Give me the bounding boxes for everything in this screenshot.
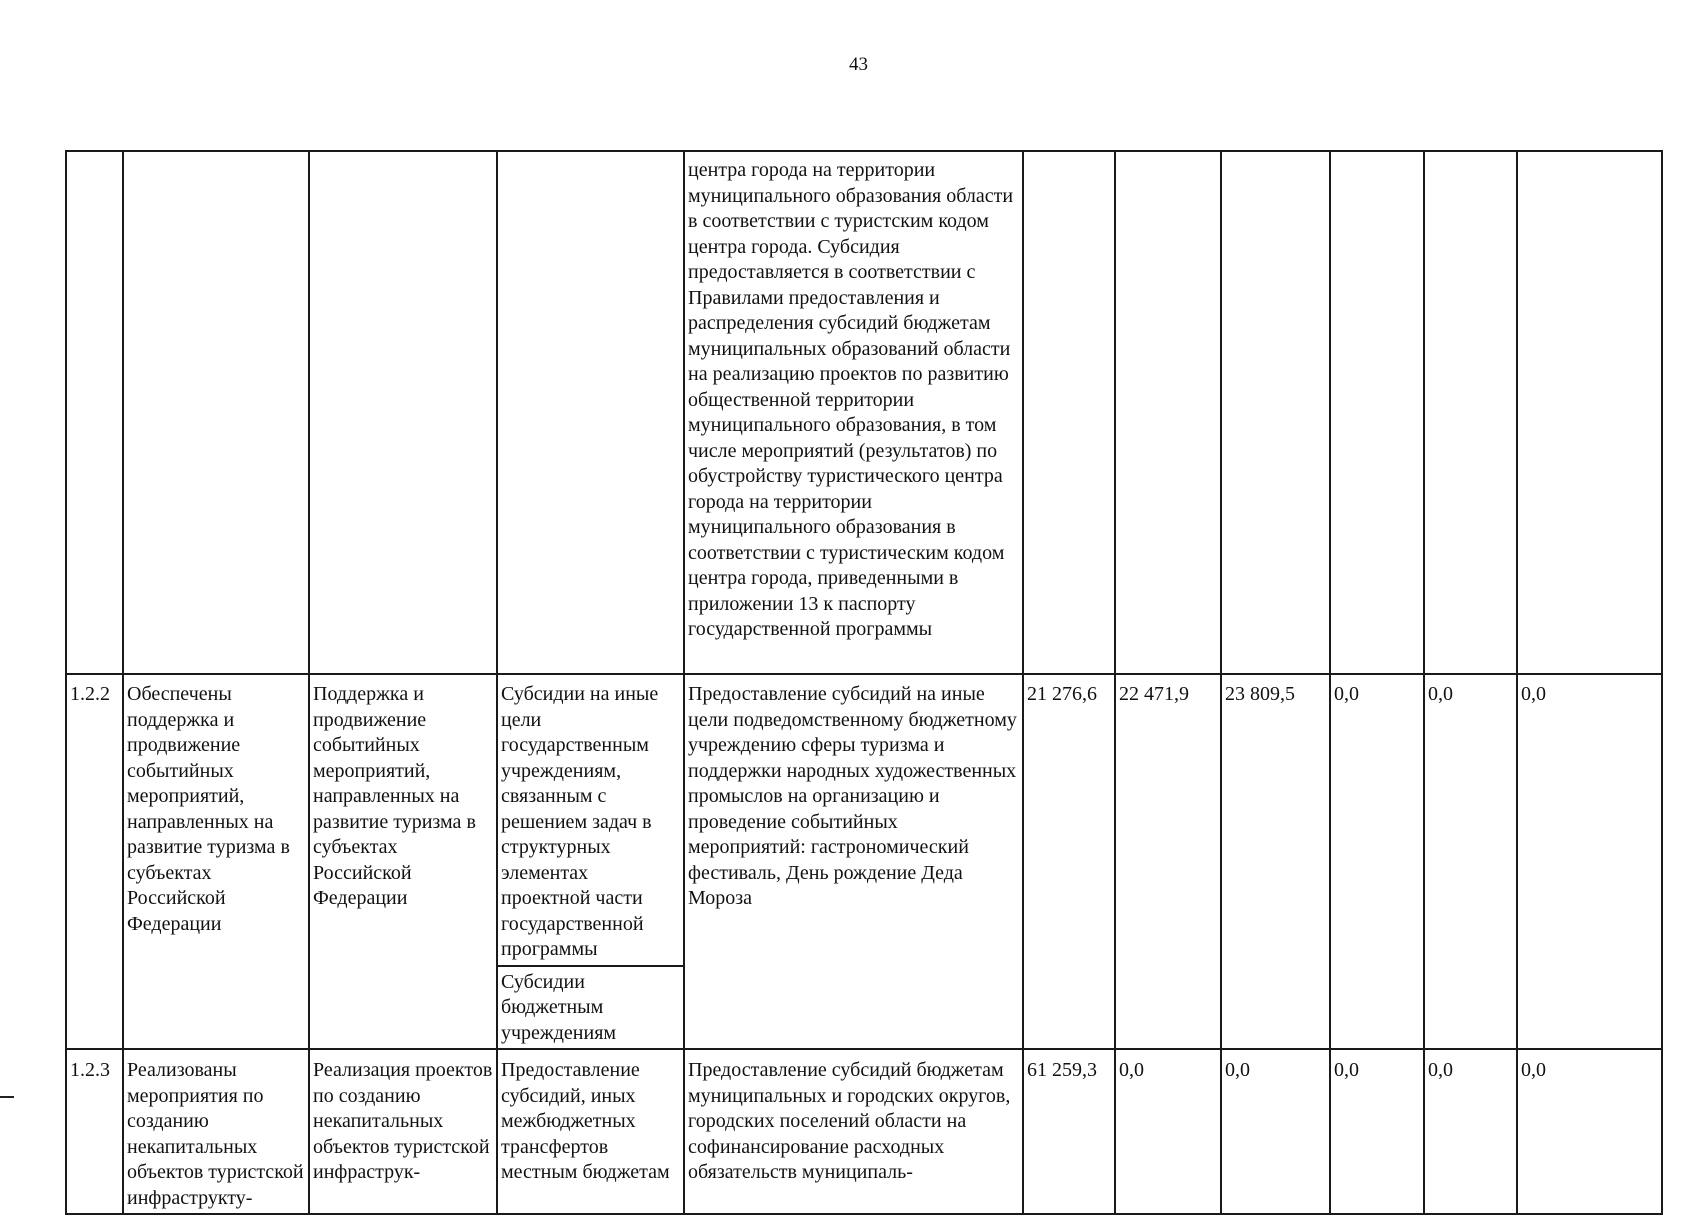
- cell-value: 61 259,3: [1023, 1049, 1115, 1214]
- cell-value: [1115, 151, 1221, 674]
- cell-value: [1517, 151, 1662, 674]
- cell-value: [1330, 151, 1424, 674]
- cell-type: Предоставление субсидий, иных межбюджетных трансфертов местным бюджетам: [497, 1049, 684, 1214]
- page-number: 43: [849, 54, 868, 75]
- cell-value: 22 471,9: [1115, 674, 1221, 1049]
- cell-task: Реализованы мероприятия по созданию некапитальных объектов туристской инфраструкту-: [123, 1049, 309, 1214]
- cell-value: [1023, 151, 1115, 674]
- cell-value: 21 276,6: [1023, 674, 1115, 1049]
- budget-table: [65, 150, 1663, 1215]
- cell-task: [123, 151, 309, 674]
- table-row: [66, 151, 1662, 674]
- cell-value: 0,0: [1115, 1049, 1221, 1214]
- cell-task: Обеспечены поддержка и продвижение событийных мероприятий, направленных на развитие туризма в субъектах Российской Федерации: [123, 674, 309, 1049]
- cell-value: 0,0: [1330, 1049, 1424, 1214]
- cell-type: Субсидии бюджетным учреждениям: [497, 966, 684, 1050]
- cell-description: центра города на территории муниципального образования области в соответствии с туристским кодом центра города. Субсидия предоставляется в соответствии с Правилами предоставления и распределения субсидий бюджетам муниципальных образований области на реализацию проектов по развитию общественной территории муниципального образования, в том числе мероприятий (результатов) по обустройству туристического центра города на территории муниципального образования в соответствии с туристическим кодом центра города, приведенными в приложении 13 к паспорту государственной программы: [684, 151, 1023, 674]
- margin-mark: [0, 1096, 14, 1098]
- cell-value: 23 809,5: [1221, 674, 1330, 1049]
- cell-measure: Реализация проектов по созданию некапитальных объектов туристской инфраструк-: [309, 1049, 497, 1214]
- cell-value: [1221, 151, 1330, 674]
- cell-value: 0,0: [1517, 674, 1662, 1049]
- cell-code: 1.2.2: [66, 674, 123, 1049]
- cell-type: [497, 151, 684, 674]
- cell-value: 0,0: [1424, 1049, 1517, 1214]
- cell-value: 0,0: [1424, 674, 1517, 1049]
- cell-type: Субсидии на иные цели государственным учреждениям, связанным с решением задач в структурных элементах проектной части государственной программы: [497, 674, 684, 966]
- cell-value: 0,0: [1330, 674, 1424, 1049]
- cell-measure: Поддержка и продвижение событийных мероприятий, направленных на развитие туризма в субъектах Российской Федерации: [309, 674, 497, 1049]
- cell-code: 1.2.3: [66, 1049, 123, 1214]
- table-row: [66, 1049, 1662, 1214]
- cell-description: Предоставление субсидий бюджетам муниципальных и городских округов, городских поселений области на софинансирование расходных обязательств муниципаль-: [684, 1049, 1023, 1214]
- cell-value: 0,0: [1221, 1049, 1330, 1214]
- cell-code: [66, 151, 123, 674]
- cell-value: 0,0: [1517, 1049, 1662, 1214]
- cell-measure: [309, 151, 497, 674]
- cell-description: Предоставление субсидий на иные цели подведомственному бюджетному учреждению сферы туризма и поддержки народных художественных промыслов на организацию и проведение событийных мероприятий: гастрономический фестиваль, День рождение Деда Мороза: [684, 674, 1023, 1049]
- cell-value: [1424, 151, 1517, 674]
- table-row: [66, 674, 1662, 966]
